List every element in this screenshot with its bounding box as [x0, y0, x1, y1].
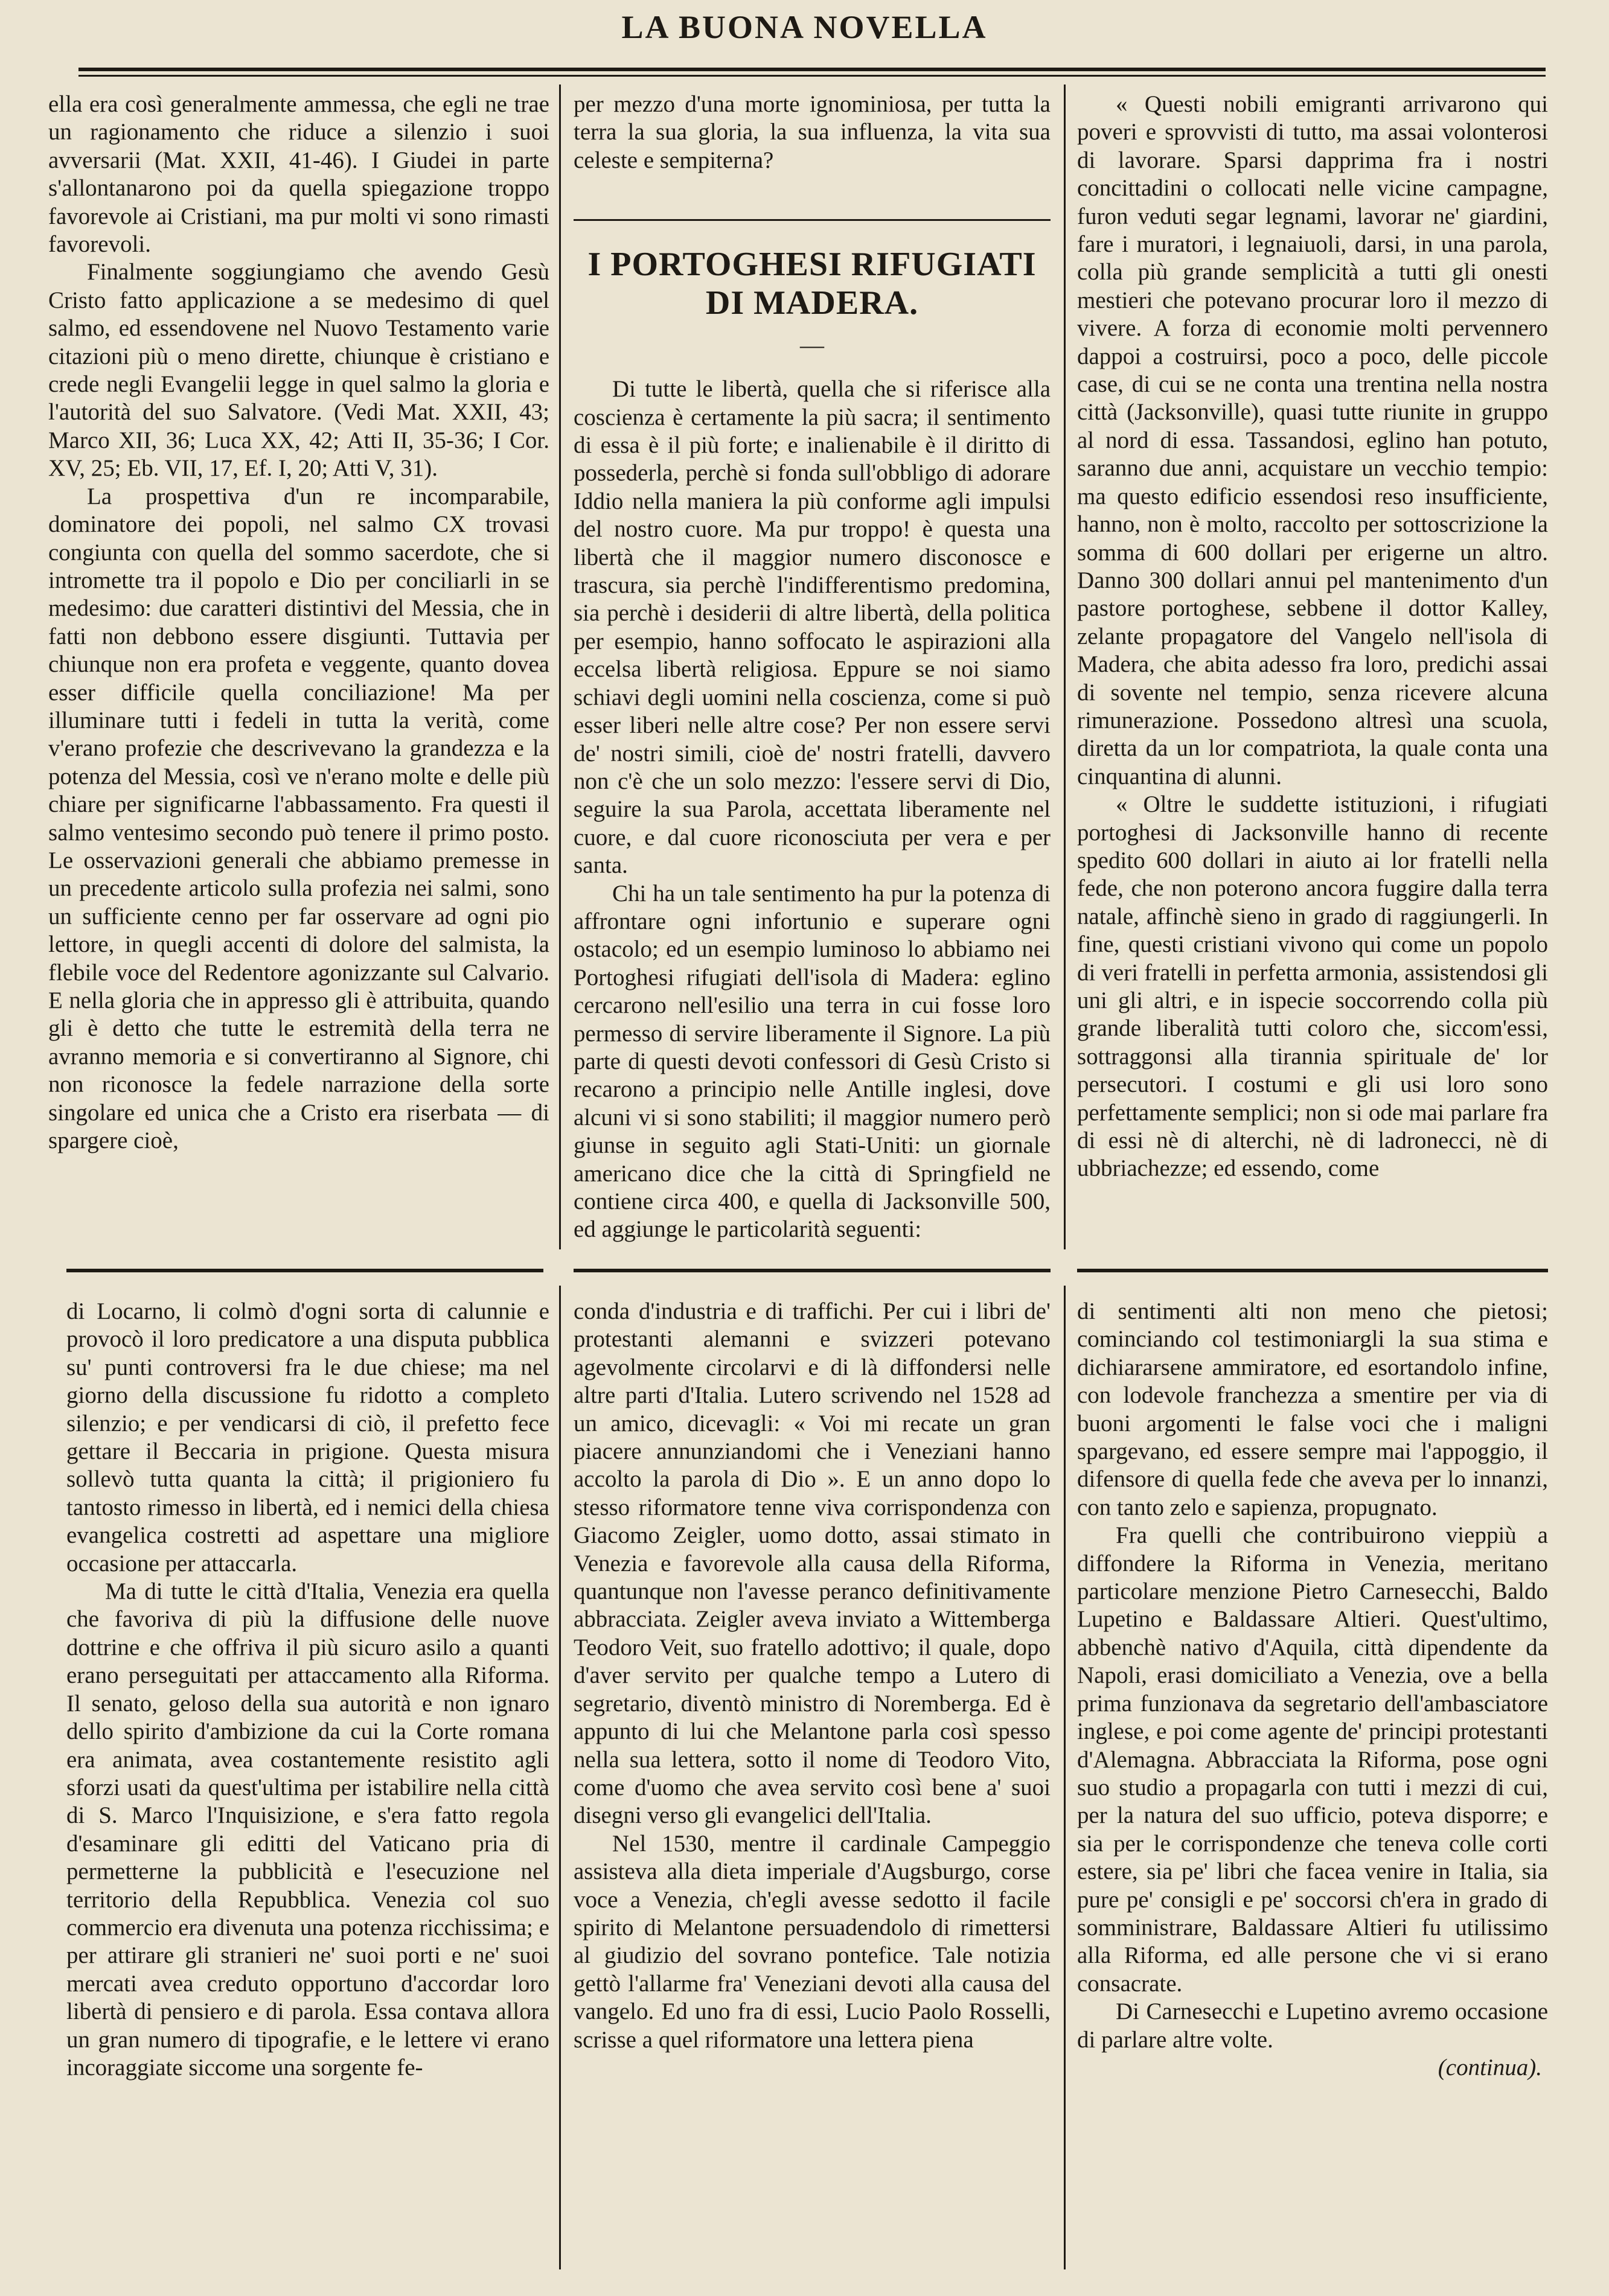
top-left-column: [48, 91, 549, 1249]
bottom-right-column: [1077, 1298, 1548, 2275]
page-section-rule: [66, 1269, 543, 1272]
article-title: I PORTOGHESI RIFUGIATI DI MADERA.: [587, 246, 1037, 322]
paragraph: per mezzo d'una morte ignominiosa, per tutta la terra la sua gloria, la sua influenza, la vita sua celeste e sempiterna?: [574, 91, 1051, 173]
paragraph: di Locarno, li colmò d'ogni sorta di calunnie e provocò il loro predicatore a una disputa pubblica su' punti controversi fra le due chiese; ma nel giorno della discussione fu ridotto a completo silenzio; e per vendicarsi di ciò, il prefetto fece gettare il Beccaria in prigione. Questa misura sollevò tutta quanta la città; il prigioniero fu tantosto rimesso in libertà, ed i nemici della chiesa evangelica costretti ad aspettare una migliore occasione per attaccarla.: [66, 1298, 549, 1577]
masthead-rule-thin: [78, 75, 1546, 77]
bottom-left-column: [66, 1298, 549, 2275]
title-dash: —: [800, 331, 824, 359]
page-section-rule: [574, 1269, 1051, 1272]
paragraph: Ma di tutte le città d'Italia, Venezia era quella che favoriva di più la diffusione delle nuove dottrine e che offriva il più sicuro asilo a quanti erano perseguitati per attaccamento alla Riforma. Il senato, geloso della sua autorità e non ignaro dello spirito d'ambizione da cui la Corte romana era animata, avea costantemente resistito agli sforzi usati da quest'ultima per istabilire nella città di S. Marco l'Inquisizione, e s'era fatto regola d'esaminare gli editti del Vaticano pria di permetterne la pubblicità e l'esecuzione nel territorio della Repubblica. Venezia col suo commercio era divenuta una potenza ricchissima; e per attirare gli stranieri ne' suoi porti e ne' suoi mercati avea creduto opportuno d'accordar loro libertà di pensiero e di parola. Essa contava allora un gran numero di tipografie, e le lettere vi erano incoraggiate siccome una sorgente fe-: [66, 1578, 549, 2081]
masthead-rule: [78, 68, 1546, 71]
paragraph: Fra quelli che contribuirono vieppiù a diffondere la Riforma in Venezia, meritano particolare menzione Pietro Carnesecchi, Baldo Lupetino e Baldassare Altieri. Quest'ultimo, abbenchè nativo d'Aquila, città dipendente da Napoli, erasi domiciliato a Venezia, ove a bella prima funzionava da segretario dell'ambasciatore inglese, e poi come agente de' principi protestanti d'Alemagna. Abbracciata la Riforma, pose ogni suo studio a propagarla con tutti i mezzi di cui, per la natura del suo ufficio, poteva disporre; e sia per le corrispondenze che teneva colle corti estere, sia pe' libri che facea venire in Italia, sia pure pe' consigli e pe' soccorsi ch'era in grado di somministrare, Baldassare Altieri fu utilissimo alla Riforma, ed alle persone che vi si erano consacrate.: [1077, 1522, 1548, 1997]
paragraph: Di tutte le libertà, quella che si riferisce alla coscienza è certamente la più sacra; il sentimento di essa è il più forte; e inalienabile è il diritto di possederla, perchè si fonda sull'obbligo di adorare Iddio nella maniera la più conforme agli impulsi del nostro cuore. Ma pur troppo! è questa una libertà che il maggior numero disconosce e trascura, sia perchè l'indifferentismo predomina, sia perchè i desiderii di altre libertà, della politica per esempio, hanno soffocato le aspirazioni alla eccelsa libertà religiosa. Eppure se noi siamo schiavi degli uomini nella coscienza, come si può esser liberi nelle altre cose? Per non essere servi de' nostri simili, cioè de' nostri fratelli, davvero non c'è che un solo mezzo: l'essere servi di Dio, seguire la sua Parola, accettata liberamente nel cuore, e dal cuore riconosciuta per vera e per santa.: [574, 376, 1051, 879]
paragraph: Chi ha un tale sentimento ha pur la potenza di affrontare ogni infortunio e superare ogni ostacolo; ed un esempio luminoso lo abbiamo nei Portoghesi rifugiati dell'isola di Madera: eglino cercarono nell'esilio una terra in cui fosse loro permesso di servire liberamente il Signore. La più parte di questi devoti confessori di Gesù Cristo si recarono a principio nelle Antille inglesi, dove alcuni vi si sono stabiliti; il maggior numero però giunse in seguito agli Stati-Uniti: un giornale americano dice che la città di Springfield ne contiene circa 400, e quella di Jacksonville 500, ed aggiunge le particolarità seguenti:: [574, 880, 1051, 1243]
column-divider: [1064, 85, 1066, 1249]
paragraph: di sentimenti alti non meno che pietosi; cominciando col testimoniargli la sua stima e dichiararsene ammiratore, ed esortandolo infine, con lodevole franchezza a smentire per via di buoni argomenti le false voci che i maligni spargevano, ed essere sempre mai l'appoggio, il difensore di quella fede che aveva per lo innanzi, con tanto zelo e sapienza, propugnato.: [1077, 1298, 1548, 1520]
page-section-rule: [1077, 1269, 1548, 1272]
paragraph: La prospettiva d'un re incomparabile, dominatore dei popoli, nel salmo CX trovasi congiunta con quella del sommo sacerdote, che si intromette tra il popolo e Dio per conciliarli in se medesimo: due caratteri distintivi del Messia, che in fatti non debbono essere disgiunti. Tuttavia per chiunque non era profeta e veggente, quanto dovea esser difficile quella conciliazione! Ma per illuminare tutti i fedeli in tutta la verità, come v'erano profezie che descrivevano la grandezza e la potenza del Messia, così ve n'erano molte e delle più chiare per significarne l'abbassamento. Fra questi il salmo ventesimo secondo può tenere il primo posto. Le osservazioni generali che abbiamo premesse in un precedente articolo sulla profezia nei salmi, sono un sufficiente cenno per far osservare ad ogni pio lettore, in quegli accenti di dolore del salmista, la flebile voce del Redentore agonizzante sul Calvario. E nella gloria che in appresso gli è attribuita, quando gli è detto che tutte le estremità della terra ne avranno memoria e si convertiranno al Signore, chi non riconosce la fedele narrazione della sorte singolare ed unica che a Cristo era riserbata — di spargere cioè,: [48, 483, 549, 1154]
column-divider: [559, 1286, 561, 2269]
column-divider: [1064, 1286, 1066, 2269]
top-middle-column: [574, 91, 1051, 1249]
paragraph: conda d'industria e di traffichi. Per cui i libri de' protestanti alemanni e svizzeri potevano agevolmente circolarvi e di là diffondersi nelle altre parti d'Italia. Lutero scrivendo nel 1528 ad un amico, dicevagli: « Voi mi recate un gran piacere annunziandomi che i Veneziani hanno accolto la parola di Dio ». E un anno dopo lo stesso riformatore tenne viva corrispondenza con Giacomo Zeigler, uomo dotto, assai stimato in Venezia e favorevole alla causa della Riforma, quantunque non l'avesse peranco definitivamente abbracciata. Zeigler aveva inviato a Wittemberga Teodoro Veit, suo fratello adottivo; il quale, dopo d'aver servito per qualche tempo a Lutero di segretario, diventò ministro di Noremberga. Ed è appunto di lui che Melantone parla così spesso nella sua lettera, sotto il nome di Teodoro Vito, come d'uomo che avea servito così bene a' suoi disegni verso gli evangelici dell'Italia.: [574, 1298, 1051, 1829]
paragraph: « Oltre le suddette istituzioni, i rifugiati portoghesi di Jacksonville hanno di recente spedito 600 dollari in aiuto ai lor fratelli nella fede, che non poterono ancora fuggire dalla terra natale, affinchè sieno in grado di raggiungerli. In fine, questi cristiani vivono qui come un popolo di veri fratelli in perfetta armonia, assistendosi gli uni gli altri, e in ispecie soccorrendo colla più grande liberalità tutti coloro che, siccom'essi, sottraggonsi alla tirannia spirituale de' lor persecutori. I costumi e gli usi loro sono perfettamente semplici; non si ode mai parlare fra di essi nè di alterchi, nè di ladronecci, nè di ubbriachezze; ed essendo, come: [1077, 791, 1548, 1182]
paragraph: ella era così generalmente ammessa, che egli ne trae un ragionamento che riduce a silenzio i suoi avversarii (Mat. XXII, 41-46). I Giudei in parte s'allontanarono poi da quella spiegazione troppo favorevole ai Cristiani, ma pur molti vi sono rimasti favorevoli.: [48, 91, 549, 258]
continua-label: [1077, 2054, 1548, 2082]
bottom-middle-column: [574, 1298, 1051, 2275]
top-right-column: [1077, 91, 1548, 1249]
paragraph: « Questi nobili emigranti arrivarono qui poveri e sprovvisti di tutto, ma assai volonterosi di lavorare. Sparsi dapprima fra i nostri concittadini o collocati nelle vicine campagne, furon veduti segar legnami, lavorar ne' giardini, fare i muratori, i legnaiuoli, darsi, in una parola, colla più grande semplicità a tutti gli onesti mestieri che potevano procurar loro il mezzo di vivere. A forza di economie molti pervennero dappoi a costruirsi, poco a poco, delle piccole case, di cui se ne conta una trentina nella nostra città (Jacksonville), quasi tutte riunite in gruppo al nord di essa. Tassandosi, eglino han potuto, saranno due anni, acquistare un vecchio tempio: ma questo edificio essendosi reso insufficiente, hanno, non è molto, raccolto per sottoscrizione la somma di 600 dollari per erigerne un altro. Danno 300 dollari annui pel mantenimento d'un pastore portoghese, sebbene il dottor Kalley, zelante propagatore del Vangelo nell'isola di Madera, che abita adesso fra loro, predichi assai di sovente nel tempio, senza ricevere alcuna rimunerazione. Possedono altresì una scuola, diretta da un lor compatriota, la quale conta una cinquantina di alunni.: [1077, 91, 1548, 789]
paragraph: Di Carnesecchi e Lupetino avremo occasione di parlare altre volte.: [1077, 1998, 1548, 2053]
masthead-title: LA BUONA NOVELLA: [621, 9, 988, 45]
column-divider: [559, 85, 561, 1249]
paragraph: Finalmente soggiungiamo che avendo Gesù Cristo fatto applicazione a se medesimo di quel salmo, ed essendovene nel Nuovo Testamento varie citazioni più o meno dirette, chiunque è cristiano e crede negli Evangelii legge in quel salmo la gloria e l'autorità del suo Salvatore. (Vedi Mat. XXII, 43; Marco XII, 36; Luca XX, 42; Atti II, 35-36; I Cor. XV, 25; Eb. VII, 17, Ef. I, 20; Atti V, 31).: [48, 259, 549, 482]
paragraph: Nel 1530, mentre il cardinale Campeggio assisteva alla dieta imperiale d'Augsburgo, corse voce a Venezia, ch'egli avesse sedotto il facile spirito di Melantone persuadendolo di rimettersi al giudizio del sovrano pontefice. Tale notizia gettò l'allarme fra' Veneziani devoti alla causa del vangelo. Ed uno fra di essi, Lucio Paolo Rosselli, scrisse a quel riformatore una lettera piena: [574, 1830, 1051, 2053]
continua-text: (continua).: [1438, 2054, 1542, 2081]
section-top-rule: [574, 219, 1051, 221]
